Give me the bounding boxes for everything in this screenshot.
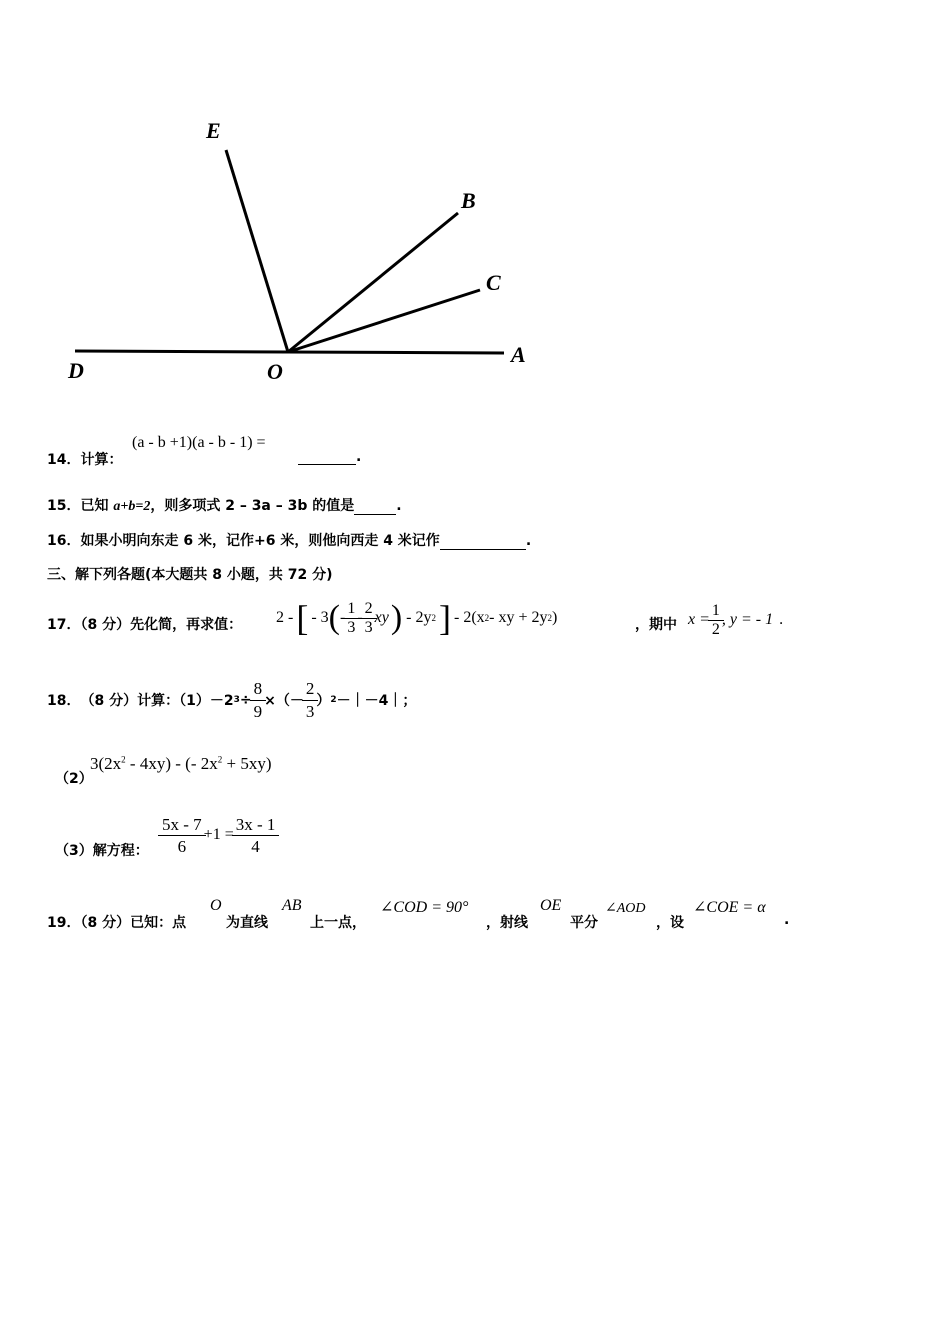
question-16 <box>47 530 531 550</box>
q17-values <box>688 598 783 642</box>
q19-t3: 上一点， <box>310 915 366 931</box>
q19-t5: 平分 <box>570 915 598 931</box>
section-3-title: 三、解下列各题(本大题共 8 小题，共 72 分) <box>47 567 333 583</box>
q16-text: 如果小明向东走 6 米，记作+6 米，则他向西走 4 米记作 <box>80 533 440 549</box>
q17-expr-i: ) <box>552 609 558 626</box>
q17-expr-f: - 2y <box>406 609 432 626</box>
q14-number: 14． <box>47 452 81 468</box>
q17-x-frac: $\frac{1}{2}$ <box>710 602 722 639</box>
q17-where: ，期中 <box>635 617 677 633</box>
q17-frac-1: $\frac{1}{3}$ <box>345 600 357 637</box>
q15-condition: a+b=2 <box>113 499 151 514</box>
label-D: D <box>68 358 84 383</box>
line-OB <box>288 213 458 352</box>
q17-expr-h: - xy + 2y <box>489 609 548 626</box>
q17-expr-g: - 2(x <box>454 609 485 626</box>
q18-part3-equation <box>160 812 277 858</box>
q19-line-AB: AB <box>282 897 302 914</box>
q18-sq: 2 <box>330 695 337 705</box>
q18-frac-1: $\frac{8}{9}$ <box>252 678 265 723</box>
q15-mid: ，则多项式 <box>150 498 226 514</box>
q18-p3-frac-2: $\frac{3x - 1}{4}$ <box>234 814 278 857</box>
q17-expr-e: xy <box>374 609 389 626</box>
q16-end: . <box>525 533 532 549</box>
q19-number: 19． <box>47 915 81 931</box>
angle-figure <box>0 100 600 400</box>
q17-frac-2: $\frac{2}{3}$ <box>363 600 375 637</box>
q16-number: 16． <box>47 533 81 549</box>
q17-expr-c: - <box>339 609 346 626</box>
q19-ray-OE: OE <box>540 897 562 914</box>
label-E: E <box>206 118 221 143</box>
q18-text: （8 分）计算：（1）－2 <box>80 693 234 709</box>
q18-rest2: －｜－4｜； <box>336 693 417 709</box>
q16-blank[interactable] <box>440 535 526 550</box>
q19-t2: 为直线 <box>226 915 268 931</box>
q18-frac-2: $\frac{2}{3}$ <box>304 678 317 723</box>
q15-number: 15． <box>47 498 81 514</box>
q18-p3-mid: +1 = <box>203 826 234 843</box>
question-15 <box>47 495 402 515</box>
q17-expression: 2 - [ - 3 ( - $\frac{1}{3}$ - $\frac{2}{3}$ xy ) - 2y 2 ] - 2(x 2 - xy + 2y 2 ) <box>276 598 558 638</box>
q19-angle-COE: ∠COE = α <box>693 899 766 916</box>
q15-blank[interactable] <box>354 500 396 515</box>
q19-t6: ，设 <box>656 915 684 931</box>
q14-blank[interactable] <box>298 450 356 465</box>
q15-end: . <box>396 498 402 514</box>
line-OC <box>288 290 480 352</box>
q14-expression: (a - b +1)(a - b - 1) = <box>132 434 266 451</box>
label-C: C <box>486 270 501 295</box>
q17-text: （8 分）先化简，再求值： <box>80 617 243 633</box>
q19-angle-COD: ∠COD = 90° <box>380 899 469 916</box>
q15-pre: 已知 <box>80 498 114 514</box>
q17-sup-3: 2 <box>547 613 553 623</box>
q14-answer <box>298 449 361 465</box>
q18-part3-label: （3）解方程： <box>55 843 149 859</box>
q18-part2-expression: $3(2x^2 - 4xy)$ - (- $2x^2 + 5xy$) <box>90 754 272 773</box>
q18-cube: 3 <box>233 695 240 705</box>
q14-text: 计算： <box>80 452 123 468</box>
label-B: B <box>461 188 476 213</box>
q18-times: ×（－ <box>264 693 304 709</box>
question-14 <box>47 449 122 469</box>
q17-sup-2: 2 <box>484 613 490 623</box>
q18-number: 18． <box>47 693 81 709</box>
q17-expr-d: - <box>357 609 363 626</box>
q15-polynomial: 2 – 3a – 3b <box>225 498 308 514</box>
q19-point-O: O <box>210 897 222 914</box>
question-19 <box>47 912 186 932</box>
question-18 <box>47 672 416 728</box>
q18-part2-label: （2） <box>55 771 93 787</box>
q18-div: ÷ <box>239 692 252 708</box>
q17-sup-1: 2 <box>431 613 436 623</box>
label-A: A <box>511 342 526 367</box>
q15-post: 的值是 <box>307 498 355 514</box>
line-OE <box>226 150 288 352</box>
q18-p3-frac-1: $\frac{5x - 7}{6}$ <box>160 814 204 857</box>
q17-expr-b: - 3 <box>311 609 329 626</box>
q14-end: . <box>356 449 362 465</box>
q17-y-eq: , y = - 1 <box>721 611 774 628</box>
q19-angle-AOD: ∠AOD <box>605 901 646 916</box>
q19-t4: ，射线 <box>486 915 528 931</box>
q17-number: 17． <box>47 617 81 633</box>
q19-end: . <box>784 912 790 928</box>
label-O: O <box>267 359 283 384</box>
question-17 <box>47 614 242 634</box>
line-DA <box>75 351 504 353</box>
q17-end: . <box>779 611 784 628</box>
q17-x-eq: x = <box>688 611 710 628</box>
q18-rest: ） <box>316 693 331 709</box>
q19-t1: （8 分）已知：点 <box>80 915 187 931</box>
q17-expr-a: 2 - <box>276 609 294 626</box>
